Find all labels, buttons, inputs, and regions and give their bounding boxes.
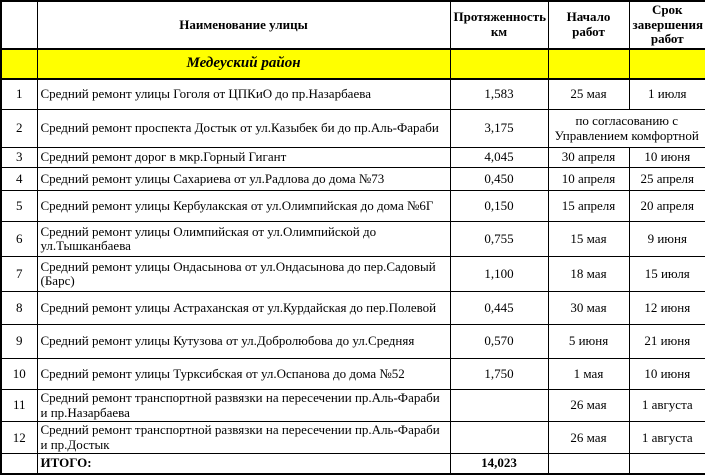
table-row <box>1 168 705 191</box>
street-name: Средний ремонт улицы Кутузова от ул.Добролюбова до ул.Средняя <box>37 325 450 359</box>
start-date: 18 мая <box>548 257 629 292</box>
row-number: 5 <box>1 191 37 222</box>
total-number-cell <box>1 454 37 474</box>
table-row <box>1 222 705 257</box>
street-name: Средний ремонт транспортной развязки на пересечении пр.Аль-Фараби и пр.Достык <box>37 422 450 454</box>
end-date: 1 июля <box>629 79 705 110</box>
start-date: 15 апреля <box>548 191 629 222</box>
col-header-end: Срок завершения работ <box>629 1 705 49</box>
length-km: 0,445 <box>450 292 548 325</box>
street-name: Средний ремонт улицы Турксибская от ул.Оспанова до дома №52 <box>37 359 450 390</box>
end-date: 10 июня <box>629 148 705 168</box>
street-name: Средний ремонт улицы Ондасынова от ул.Ондасынова до пер.Садовый (Барс) <box>37 257 450 292</box>
street-name: Средний ремонт улицы Гоголя от ЦПКиО до пр.Назарбаева <box>37 79 450 110</box>
length-km <box>450 422 548 454</box>
street-name: Средний ремонт дорог в мкр.Горный Гигант <box>37 148 450 168</box>
table-row <box>1 257 705 292</box>
table-row <box>1 359 705 390</box>
col-header-name: Наименование улицы <box>37 1 450 49</box>
end-date: 10 июня <box>629 359 705 390</box>
start-date: 1 мая <box>548 359 629 390</box>
district-section-row <box>1 49 705 79</box>
col-header-length: Протяженность км <box>450 1 548 49</box>
length-km <box>450 390 548 422</box>
length-km: 0,450 <box>450 168 548 191</box>
table-row <box>1 148 705 168</box>
start-date: 25 мая <box>548 79 629 110</box>
total-row <box>1 454 705 474</box>
start-date: 26 мая <box>548 390 629 422</box>
row-number: 6 <box>1 222 37 257</box>
length-km: 4,045 <box>450 148 548 168</box>
end-date: 1 августа <box>629 422 705 454</box>
length-km: 0,755 <box>450 222 548 257</box>
table-row <box>1 79 705 110</box>
table-row <box>1 390 705 422</box>
length-km: 0,150 <box>450 191 548 222</box>
total-end-cell <box>629 454 705 474</box>
street-name: Средний ремонт улицы Олимпийская от ул.Олимпийской до ул.Тышканбаева <box>37 222 450 257</box>
district-section-start-cell <box>548 49 629 79</box>
start-date: 30 мая <box>548 292 629 325</box>
row-number: 8 <box>1 292 37 325</box>
street-name: Средний ремонт улицы Кербулакская от ул.Олимпийская до дома №6Г <box>37 191 450 222</box>
total-start-cell <box>548 454 629 474</box>
row-number: 9 <box>1 325 37 359</box>
row-number: 1 <box>1 79 37 110</box>
district-section-number-cell <box>1 49 37 79</box>
end-date: 12 июня <box>629 292 705 325</box>
table-row <box>1 422 705 454</box>
total-label: ИТОГО: <box>37 454 450 474</box>
district-section-length-cell <box>450 49 548 79</box>
end-date: 9 июня <box>629 222 705 257</box>
row-number: 11 <box>1 390 37 422</box>
table-row <box>1 292 705 325</box>
row-number: 12 <box>1 422 37 454</box>
length-km: 1,583 <box>450 79 548 110</box>
district-section-end-cell <box>629 49 705 79</box>
district-title: Медеуский район <box>37 49 450 79</box>
end-date: 21 июня <box>629 325 705 359</box>
total-length: 14,023 <box>450 454 548 474</box>
start-date: 30 апреля <box>548 148 629 168</box>
street-name: Средний ремонт улицы Астраханская от ул.Курдайская до пер.Полевой <box>37 292 450 325</box>
start-date: 10 апреля <box>548 168 629 191</box>
col-header-number <box>1 1 37 49</box>
length-km: 1,750 <box>450 359 548 390</box>
table-row <box>1 325 705 359</box>
table-row <box>1 110 705 148</box>
length-km: 3,175 <box>450 110 548 148</box>
end-date: 25 апреля <box>629 168 705 191</box>
end-date: 1 августа <box>629 390 705 422</box>
row-number: 4 <box>1 168 37 191</box>
start-date: 26 мая <box>548 422 629 454</box>
start-date: 15 мая <box>548 222 629 257</box>
row-number: 2 <box>1 110 37 148</box>
row-number: 7 <box>1 257 37 292</box>
table-body <box>1 79 705 454</box>
start-date: 5 июня <box>548 325 629 359</box>
header-row <box>1 1 705 49</box>
table-header <box>1 1 705 49</box>
end-date: 15 июля <box>629 257 705 292</box>
end-date: 20 апреля <box>629 191 705 222</box>
street-name: Средний ремонт транспортной развязки на пересечении пр.Аль-Фараби и пр.Назарбаева <box>37 390 450 422</box>
table-row <box>1 191 705 222</box>
row-number: 10 <box>1 359 37 390</box>
street-name: Средний ремонт улицы Сахариева от ул.Радлова до дома №73 <box>37 168 450 191</box>
approval-note: по согласованию с Управлением комфортной <box>548 110 705 148</box>
length-km: 1,100 <box>450 257 548 292</box>
street-name: Средний ремонт проспекта Достык от ул.Казыбек би до пр.Аль-Фараби <box>37 110 450 148</box>
length-km: 0,570 <box>450 325 548 359</box>
col-header-start: Начало работ <box>548 1 629 49</box>
row-number: 3 <box>1 148 37 168</box>
